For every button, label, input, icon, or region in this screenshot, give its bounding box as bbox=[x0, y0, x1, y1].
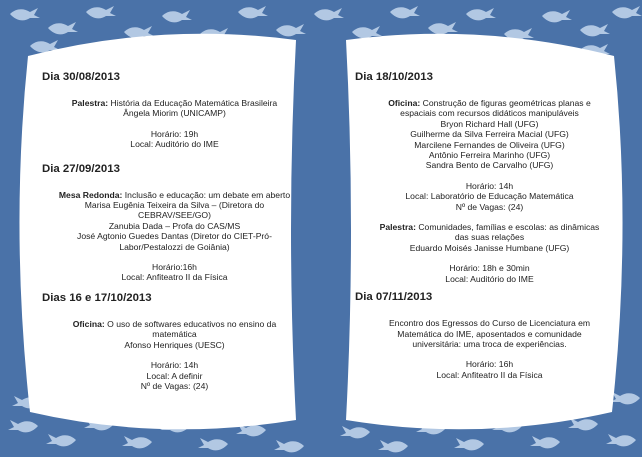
event-description: Matemática do IME, aposentados e comunidade bbox=[397, 328, 582, 339]
session-date: Dia 30/08/2013 bbox=[42, 71, 120, 83]
activity-label: Oficina: bbox=[388, 98, 421, 108]
activity-label: Mesa Redonda: bbox=[58, 189, 123, 200]
speaker: Marisa Eugênia Teixeira da Silva – (Diretora do bbox=[84, 200, 265, 211]
session-30-08 bbox=[42, 70, 307, 150]
activity-line bbox=[355, 98, 624, 108]
event-description: Encontro dos Egressos do Curso de Licenciatura em bbox=[388, 318, 591, 329]
seats-detail: Nº de Vagas: (24) bbox=[455, 201, 524, 212]
speaker: Ângela Miorim (UNICAMP) bbox=[123, 108, 226, 119]
activity-line bbox=[42, 98, 307, 108]
speaker: Guilherme da Silva Ferreira Macial (UFG) bbox=[410, 129, 569, 140]
activity-text: Construção de figuras geométricas planas e bbox=[422, 98, 591, 108]
session-body bbox=[355, 98, 624, 284]
activity-label: Oficina: bbox=[72, 318, 105, 329]
speaker: Eduardo Moisés Janisse Humbane (UFG) bbox=[409, 242, 570, 253]
speaker: Zanubia Dada – Profa do CAS/MS bbox=[108, 220, 241, 231]
activity-line bbox=[42, 319, 307, 329]
activity-text-continued: matemática bbox=[152, 329, 197, 340]
speaker: Afonso Henriques (UESC) bbox=[124, 339, 225, 350]
location-detail: Local: Auditório do IME bbox=[445, 273, 534, 284]
location-detail: Local: Auditório do IME bbox=[130, 139, 219, 150]
session-body bbox=[42, 190, 307, 283]
activity-text: Inclusão e educação: um debate em aberto bbox=[124, 189, 291, 200]
location-detail: Local: Anfiteatro II da Física bbox=[121, 272, 228, 283]
activity-text-continued: espaciais com recursos didáticos manipuláveis bbox=[400, 108, 579, 119]
session-date: Dia 07/11/2013 bbox=[355, 291, 433, 304]
location-detail: Local: Anfiteatro II da Física bbox=[436, 369, 543, 380]
event-description: universitária: uma troca de experiências. bbox=[412, 338, 567, 349]
time-detail: Horário:16h bbox=[152, 262, 197, 273]
session-07-11 bbox=[355, 290, 624, 380]
speaker: CEBRAV/SEE/GO) bbox=[138, 210, 211, 221]
session-body bbox=[355, 318, 624, 380]
seats-detail: Nº de Vagas: (24) bbox=[140, 380, 209, 391]
activity-label: Palestra: bbox=[379, 222, 416, 233]
location-detail: Local: Laboratório de Educação Matemática bbox=[405, 191, 574, 202]
session-body bbox=[42, 319, 307, 391]
speaker: Bryon Richard Hall (UFG) bbox=[440, 118, 539, 129]
time-detail: Horário: 14h bbox=[465, 180, 514, 191]
activity-text: História da Educação Matemática Brasileira bbox=[110, 98, 278, 108]
activity-text-continued: das suas relações bbox=[454, 232, 525, 243]
activity-label: Palestra: bbox=[71, 98, 109, 108]
session-date: Dia 27/09/2013 bbox=[42, 162, 120, 175]
location-detail: Local: A definir bbox=[146, 370, 203, 381]
session-27-09 bbox=[42, 162, 307, 283]
time-detail: Horário: 19h bbox=[150, 128, 199, 139]
speaker: Antônio Ferreira Marinho (UFG) bbox=[428, 150, 551, 161]
activity-line bbox=[355, 222, 624, 232]
activity-text: Comunidades, famílias e escolas: as dinâmicas bbox=[418, 222, 600, 233]
session-16-17-10 bbox=[42, 291, 307, 391]
time-detail: Horário: 16h bbox=[465, 359, 514, 370]
right-panel bbox=[321, 0, 642, 457]
speaker: Labor/Pestalozzi de Goiânia) bbox=[119, 241, 230, 252]
speaker: José Agtonio Guedes Dantas (Diretor do CIET-Pró- bbox=[77, 231, 272, 242]
session-18-10 bbox=[355, 70, 624, 284]
session-body bbox=[42, 98, 307, 150]
activity-text: O uso de softwares educativos no ensino da bbox=[107, 318, 277, 329]
session-date: Dia 18/10/2013 bbox=[355, 71, 433, 83]
session-date: Dias 16 e 17/10/2013 bbox=[42, 291, 152, 304]
speaker: Marcilene Fernandes de Oliveira (UFG) bbox=[414, 139, 565, 150]
speaker: Sandra Bento de Carvalho (UFG) bbox=[425, 160, 554, 171]
time-detail: Horário: 14h bbox=[150, 360, 199, 371]
activity-line bbox=[42, 190, 307, 200]
time-detail: Horário: 18h e 30min bbox=[449, 263, 530, 274]
